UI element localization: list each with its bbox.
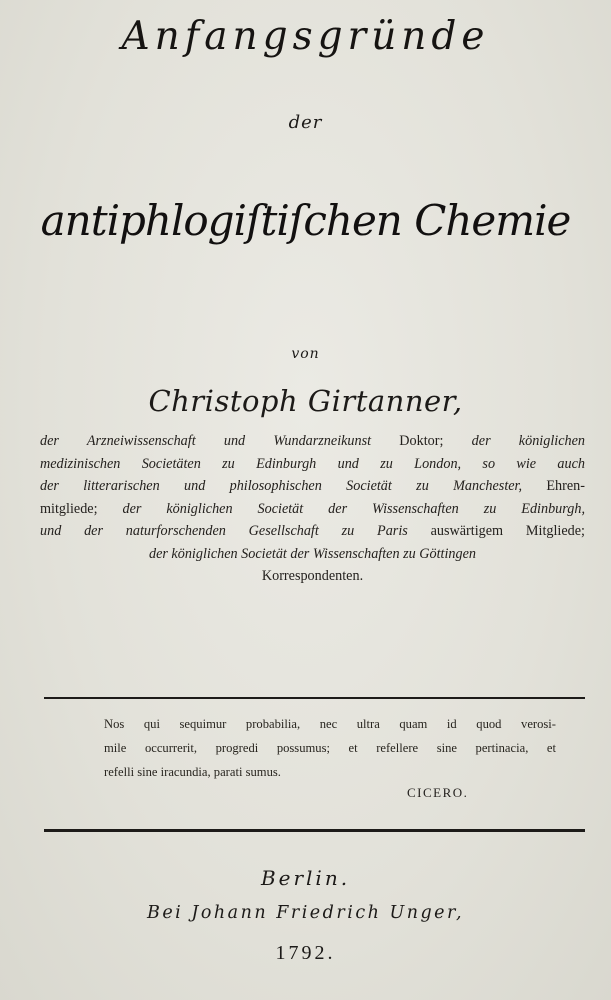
description-line — [40, 520, 585, 543]
description-segment: auswärtigem Mitgliede; — [407, 523, 585, 539]
description-segment: der königlichen — [471, 433, 585, 449]
byline-von: von — [291, 346, 320, 362]
description-line — [40, 565, 585, 588]
imprint-place: Berlin. — [260, 866, 351, 890]
quote-line: Nos qui sequimur probabilia, nec ultra quam id quod verosi- — [104, 717, 556, 731]
imprint-publisher: Bei Johann Friedrich Unger, — [146, 903, 465, 923]
top-rule — [44, 697, 585, 699]
description-segment: Doktor; — [371, 433, 472, 449]
description-segment: Ehren- — [522, 478, 585, 494]
description-segment: der königlichen Societät der Wissenschaften zu Göttingen — [148, 545, 477, 562]
quote-author: CICERO. — [407, 785, 469, 800]
author-description — [40, 430, 585, 588]
title-line-3: antiphlogiſtiſchen Chemie — [40, 196, 571, 245]
description-segment: der königlichen Societät der Wissenschaften zu Edinburgh, — [122, 500, 585, 517]
title-line-2: der — [288, 112, 323, 133]
author-name: Christoph Girtanner, — [148, 384, 463, 418]
description-segment: der litterarischen und philosophischen Societät zu Manchester, — [40, 478, 523, 494]
description-segment: medizinischen Societäten zu Edinburgh und zu London, so wie auch — [40, 455, 585, 472]
description-line — [40, 430, 585, 453]
description-segment: und der naturforschenden Gesellschaft zu Paris — [40, 523, 408, 539]
motto-quote — [104, 712, 556, 784]
description-segment: der Arzneiwissenschaft und Wundarzneikunst — [40, 433, 372, 449]
imprint-year: 1792. — [275, 942, 336, 964]
description-line — [40, 498, 585, 521]
description-line — [40, 453, 585, 476]
description-segment: Korrespondenten. — [261, 568, 364, 584]
bottom-rule — [44, 829, 585, 832]
quote-line: mile occurrerit, progredi possumus; et refellere sine pertinacia, et — [104, 741, 556, 755]
description-line — [40, 543, 585, 566]
description-line — [40, 475, 585, 498]
description-segment: mitgliede; — [40, 500, 123, 517]
title-line-1: Anfangsgründe — [121, 14, 490, 59]
quote-line: refelli sine iracundia, parati sumus. — [104, 765, 281, 779]
